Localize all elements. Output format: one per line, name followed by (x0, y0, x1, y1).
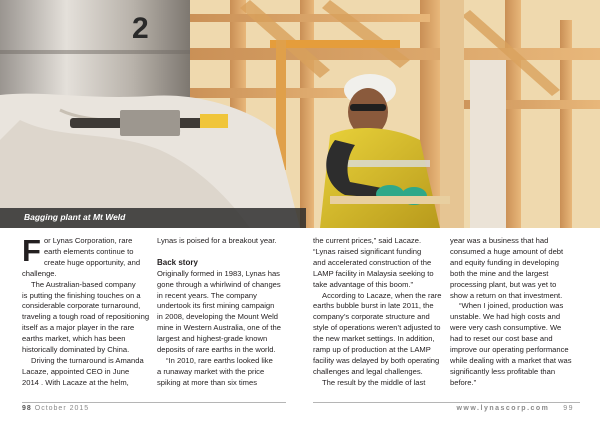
text-line: ramp up of production at the LAMP (313, 345, 431, 355)
cylinder-number: 2 (132, 12, 149, 45)
text-line: were very cash consumptive. We (450, 323, 562, 333)
page-number-left: 98 (22, 405, 32, 412)
text-line: improve our operating performance (450, 345, 569, 355)
text-line: gone through a whirlwind of changes (157, 279, 281, 289)
text-line: or Lynas Corporation, rare (43, 236, 133, 245)
text-line: before.” (450, 377, 477, 387)
text-line: take advantage of this boom.” (313, 279, 414, 289)
text-line: historically dominated by China. (22, 345, 130, 355)
text-line: significantly less profitable than (450, 366, 556, 376)
text-line: challenge. (22, 268, 57, 278)
text-line: processing plant, but was yet to (450, 279, 557, 289)
text-line: mine in Western Australia, one of the (157, 323, 281, 333)
text-line: create huge opportunity, and (43, 257, 141, 267)
footer-rule-left (22, 402, 286, 403)
text-line: both the mine and the largest (450, 268, 549, 278)
article-column-4 (450, 236, 580, 389)
article-column-1 (22, 233, 150, 389)
text-line: facility was delayed by both operating (313, 355, 440, 365)
footer-left (22, 405, 89, 412)
article-column-3 (313, 236, 441, 389)
text-line: LAMP facility in Malaysia seeking to (313, 268, 434, 278)
text-line: the new market settings. In addition, (313, 334, 435, 344)
text-line: 2014 . With Lacaze at the helm, (22, 377, 129, 387)
text-line: The result by the middle of last (322, 377, 426, 387)
text-line: company’s corporate structure and (313, 312, 430, 322)
text-line: consumed a huge amount of debt (450, 246, 564, 256)
text-line: and accelerated construction of the (313, 257, 432, 267)
text-line: in recent years. The company (157, 290, 257, 300)
text-line: “In 2010, rare earths looked like (166, 355, 273, 365)
text-line: “Lynas raised significant funding (313, 246, 422, 256)
text-line: largest and highest-grade known (157, 334, 268, 344)
text-line: considerable corporate turnaround, (22, 301, 141, 311)
text-line: style of operations weren’t adjusted to (313, 323, 441, 333)
text-line: unstable. We had high costs and (450, 312, 561, 322)
page-number-right: 99 (563, 405, 574, 412)
text-line: year was a business that had (450, 236, 549, 245)
text-line: spiking at more than six times (157, 377, 258, 387)
text-line: in 2008, developing the Mount Weld (157, 312, 279, 322)
text-line: show a return on that investment. (450, 290, 563, 300)
text-line: while dealing with a market that was (450, 355, 572, 365)
text-line: earths bubble burst in late 2011, the (313, 301, 434, 311)
text-line: Lacaze, appointed CEO in June (22, 366, 130, 376)
text-line: traveling a tough road of repositioning (22, 312, 150, 322)
text-line: and equity funding in developing (450, 257, 559, 267)
text-line: “When I joined, production was (459, 301, 564, 311)
issue-date: October 2015 (34, 405, 90, 412)
text-line: Lynas is poised for a breakout year. (157, 236, 277, 245)
text-line: undertook its first mining campaign (157, 301, 275, 311)
section-subhead: Back story (157, 257, 198, 267)
text-line: itself as a major player in the rare (22, 323, 135, 333)
text-line: Originally formed in 1983, Lynas has (157, 268, 280, 278)
text-line: Driving the turnaround is Amanda (31, 355, 144, 365)
text-line: The Australian-based company (31, 279, 136, 289)
text-line: According to Lacaze, when the rare (322, 290, 442, 300)
text-line: earths market, which has been (22, 334, 126, 344)
article-column-2 (157, 236, 285, 389)
text-line: deposits of rare earths in the world. (157, 345, 276, 355)
footer-right (456, 405, 574, 412)
drop-cap: F (22, 233, 41, 268)
text-line: challenges and legal challenges. (313, 366, 423, 376)
photo-caption: Bagging plant at Mt Weld (24, 212, 126, 222)
text-line: is putting the finishing touches on a (22, 290, 141, 300)
text-line: the current prices,” said Lacaze. (313, 236, 422, 245)
photo-caption-bar (0, 208, 306, 228)
text-line: a runaway market with the price (157, 366, 265, 376)
text-line: earth elements continue to (43, 246, 134, 256)
website-link[interactable]: www.lynascorp.com (456, 405, 550, 412)
text-line: had to reset our cost base and (450, 334, 553, 344)
footer-rule-right (313, 402, 580, 403)
